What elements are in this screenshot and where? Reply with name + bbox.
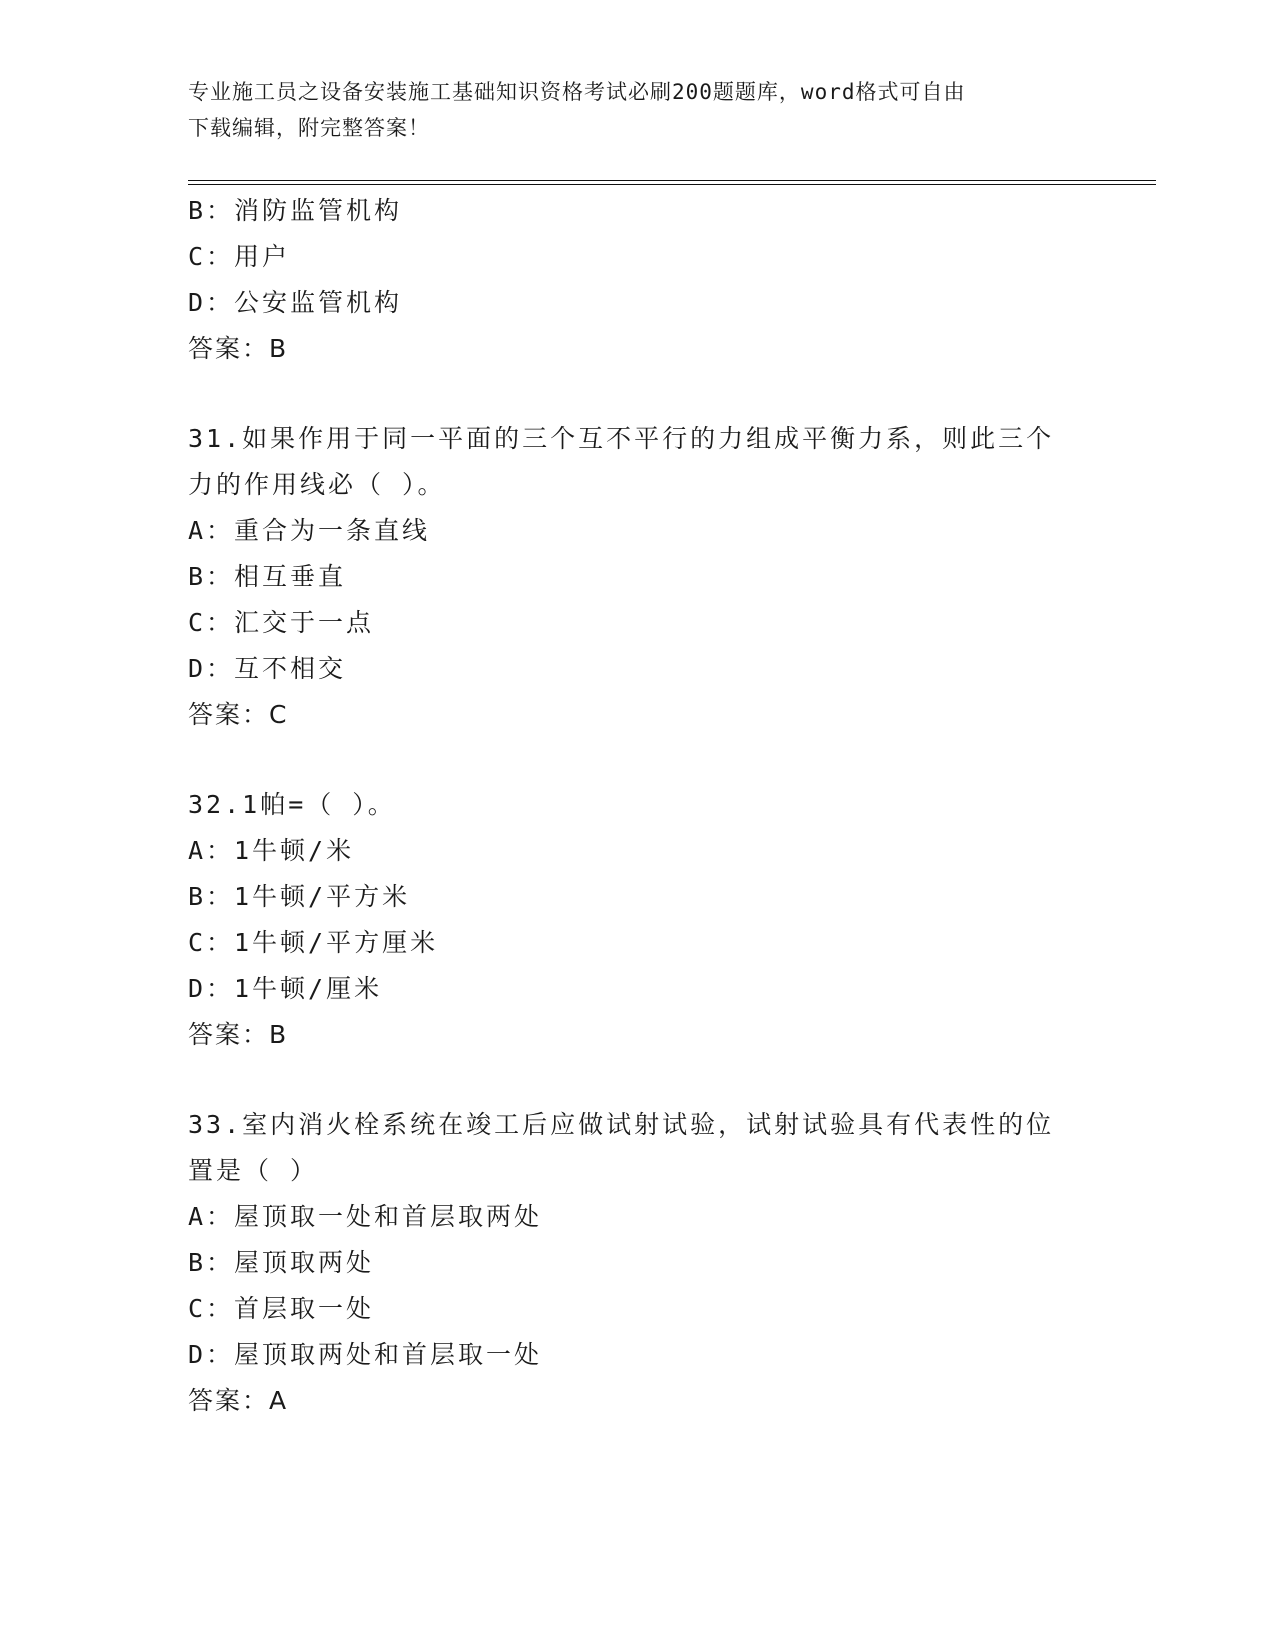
option-c: C：用户 [188, 242, 291, 271]
answer-line: 答案：A [188, 1386, 289, 1415]
header-line-1: 专业施工员之设备安装施工基础知识资格考试必刷200题题库，word格式可自由 [188, 80, 966, 104]
header-rule-bottom [188, 184, 1156, 185]
option-d: D：公安监管机构 [188, 288, 403, 317]
header-line-2: 下载编辑，附完整答案！ [188, 116, 430, 140]
header-rule-top [188, 180, 1156, 181]
option-a: A：重合为一条直线 [188, 516, 431, 545]
option-d: D：屋顶取两处和首层取一处 [188, 1340, 543, 1369]
option-d: D：互不相交 [188, 654, 347, 683]
question-31 [188, 416, 1078, 738]
question-32 [188, 782, 1078, 1058]
question-stem-continued: 力的作用线必（ ）。 [188, 470, 446, 499]
question-stem: 32.1帕=（ ）。 [188, 790, 396, 819]
option-c: C：首层取一处 [188, 1294, 375, 1323]
answer-line: 答案：B [188, 334, 289, 363]
option-b: B：屋顶取两处 [188, 1248, 375, 1277]
question-30-continued [188, 188, 1078, 372]
option-a: A：1牛顿/米 [188, 836, 355, 865]
question-33 [188, 1102, 1078, 1424]
question-stem: 33.室内消火栓系统在竣工后应做试射试验，试射试验具有代表性的位 [188, 1110, 1055, 1139]
option-d: D：1牛顿/厘米 [188, 974, 383, 1003]
answer-line: 答案：B [188, 1020, 289, 1049]
option-c: C：汇交于一点 [188, 608, 375, 637]
document-header [188, 74, 1068, 146]
answer-line: 答案：C [188, 700, 289, 729]
question-list [188, 188, 1078, 1424]
question-stem-continued: 置是（ ） [188, 1156, 319, 1185]
option-a: A：屋顶取一处和首层取两处 [188, 1202, 543, 1231]
option-c: C：1牛顿/平方厘米 [188, 928, 439, 957]
option-b: B：消防监管机构 [188, 196, 403, 225]
option-b: B：相互垂直 [188, 562, 347, 591]
option-b: B：1牛顿/平方米 [188, 882, 411, 911]
question-stem: 31.如果作用于同一平面的三个互不平行的力组成平衡力系，则此三个 [188, 424, 1055, 453]
